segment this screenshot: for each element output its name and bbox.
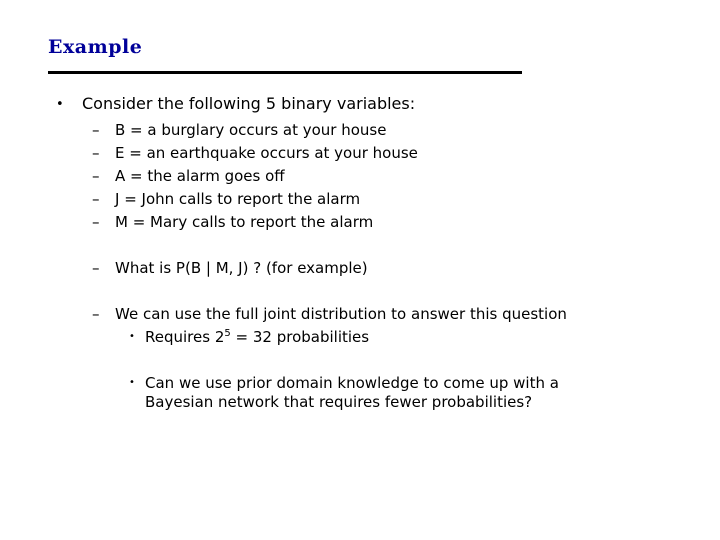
- bayesian-question-line-1: Can we use prior domain knowledge to come up with a: [145, 374, 559, 392]
- requires-suffix: = 32 probabilities: [230, 328, 370, 346]
- list-dash: –: [92, 259, 100, 277]
- list-dash: –: [92, 121, 100, 139]
- requires-probabilities-text: [145, 328, 369, 346]
- joint-distribution-text: We can use the full joint distribution to answer this question: [115, 305, 567, 323]
- list-dash: –: [92, 305, 100, 323]
- exponent: 5: [224, 328, 231, 339]
- variable-item: J = John calls to report the alarm: [115, 190, 361, 208]
- variable-item: E = an earthquake occurs at your house: [115, 144, 418, 162]
- list-dash: –: [92, 190, 100, 208]
- list-dash: –: [92, 213, 100, 231]
- main-bullet: •: [56, 97, 64, 112]
- variable-item: A = the alarm goes off: [115, 167, 285, 185]
- list-dash: –: [92, 167, 100, 185]
- bayesian-question-line-2: Bayesian network that requires fewer probabilities?: [145, 393, 533, 411]
- variable-item: B = a burglary occurs at your house: [115, 121, 387, 139]
- variable-item: M = Mary calls to report the alarm: [115, 213, 374, 231]
- list-dash: –: [92, 144, 100, 162]
- main-point-text: Consider the following 5 binary variables:: [82, 94, 416, 113]
- requires-prefix: Requires 2: [145, 328, 225, 346]
- title-underline: [48, 71, 522, 74]
- sub-bullet: •: [129, 331, 135, 342]
- slide-title: Example: [48, 36, 143, 58]
- sub-bullet: •: [129, 377, 135, 388]
- question-text: What is P(B | M, J) ? (for example): [115, 259, 368, 277]
